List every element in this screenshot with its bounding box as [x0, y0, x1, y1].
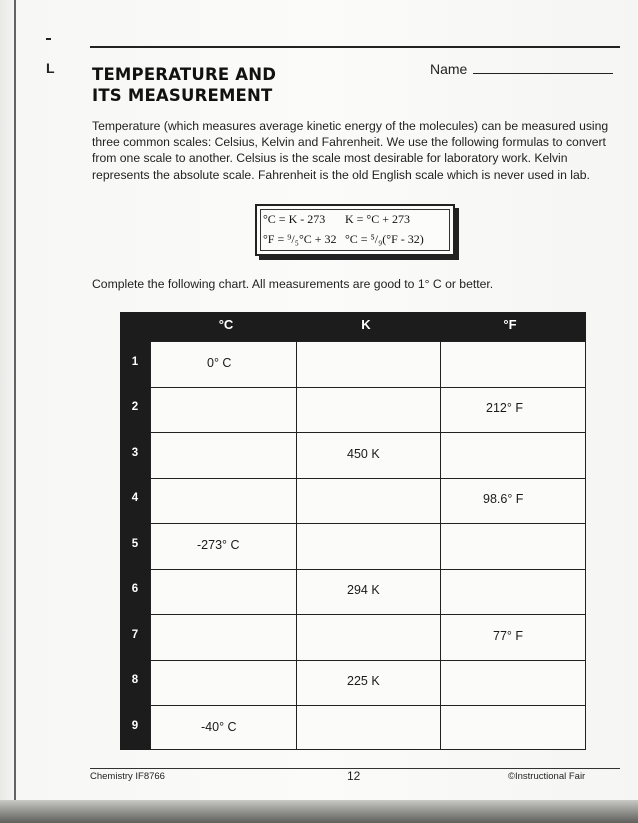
- cell-4-fahrenheit: 98.6° F: [483, 492, 524, 506]
- grid-row-divider: [151, 569, 585, 570]
- cell-8-kelvin: 225 K: [347, 674, 380, 688]
- header-kelvin: K: [361, 317, 371, 332]
- header-fahrenheit: °F: [503, 317, 517, 332]
- row-number-2: 2: [131, 401, 139, 413]
- header-celsius: °C: [218, 317, 234, 332]
- page-title: [92, 64, 276, 106]
- row-number-5: 5: [131, 538, 139, 550]
- formula-c-to-f: °F = ⁹/₅°C + 32: [263, 232, 337, 246]
- grid-column-divider: [440, 342, 441, 749]
- cell-1-celsius: 0° C: [207, 356, 232, 370]
- intro-paragraph: Temperature (which measures average kinetic energy of the molecules) can be measured using three common scales: Celsius, Kelvin and Fahrenheit. We use the following formulas to convert from one scale to another. Celsius is the scale most desirable for laboratory work. Kelvin represents the absolute scale. Fahrenheit is the old English scale which is never used in lab.: [92, 119, 609, 182]
- scan-shadow-strip: [0, 800, 638, 823]
- row-number-1: 1: [131, 356, 139, 368]
- cell-2-fahrenheit: 212° F: [486, 401, 523, 415]
- grid-row-divider: [151, 387, 585, 388]
- formula-k-to-c: °C = K - 273: [263, 212, 326, 226]
- name-label: Name: [430, 61, 468, 77]
- title-line-2: ITS MEASUREMENT: [92, 86, 273, 105]
- cell-9-celsius: -40° C: [201, 720, 237, 734]
- row-number-column: [120, 341, 150, 750]
- grid-row-divider: [151, 705, 585, 706]
- grid-column-divider: [296, 342, 297, 749]
- name-field[interactable]: [430, 61, 613, 77]
- formula-f-to-c: °C = ⁵/₉(°F - 32): [345, 232, 424, 246]
- row-number-7: 7: [131, 629, 139, 641]
- grid-row-divider: [151, 432, 585, 433]
- row-number-6: 6: [131, 583, 139, 595]
- footer-publisher: ©Instructional Fair: [508, 771, 586, 782]
- cell-5-celsius: -273° C: [197, 538, 240, 552]
- chart-instructions: Complete the following chart. All measurements are good to 1° C or better.: [92, 277, 494, 291]
- grid-row-divider: [151, 614, 585, 615]
- row-number-3: 3: [131, 447, 139, 459]
- name-blank-line[interactable]: [473, 61, 613, 74]
- cell-3-kelvin: 450 K: [347, 447, 380, 461]
- grid-row-divider: [151, 660, 585, 661]
- header-rule: [90, 46, 620, 48]
- footer-book-code: Chemistry IF8766: [90, 771, 165, 782]
- binding-edge-line: [14, 0, 16, 823]
- row-number-9: 9: [131, 720, 139, 732]
- conversion-chart: [120, 312, 586, 750]
- cell-7-fahrenheit: 77° F: [493, 629, 524, 643]
- grid-row-divider: [151, 523, 585, 524]
- title-line-1: TEMPERATURE AND: [92, 65, 277, 84]
- cell-6-kelvin: 294 K: [347, 583, 380, 597]
- chart-header: [120, 312, 586, 341]
- row-number-8: 8: [131, 674, 139, 686]
- margin-dash: [46, 38, 51, 40]
- grid-row-divider: [151, 478, 585, 479]
- row-number-4: 4: [131, 492, 139, 504]
- formula-c-to-k: K = °C + 273: [345, 212, 411, 226]
- margin-mark: L: [46, 60, 55, 76]
- chart-grid: [150, 341, 586, 750]
- formula-box: [255, 204, 455, 256]
- footer-page-number: 12: [347, 769, 361, 783]
